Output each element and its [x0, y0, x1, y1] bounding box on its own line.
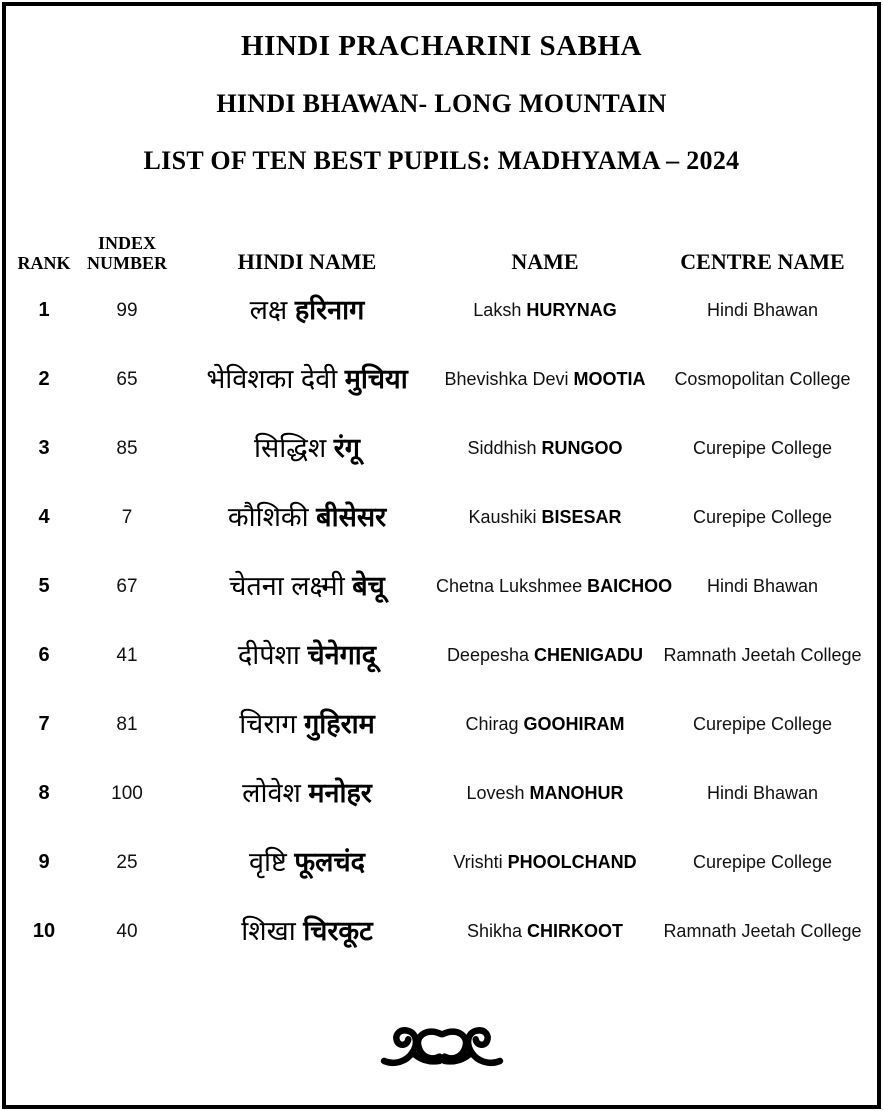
- column-header-centre-name: CENTRE NAME: [680, 248, 845, 274]
- surname: CHIRKOOT: [527, 921, 624, 942]
- column-header-index-number: [76, 233, 178, 274]
- table-row: [12, 690, 871, 759]
- centre-name-cell: Hindi Bhawan: [706, 783, 819, 804]
- index-number-cell: 85: [116, 437, 138, 459]
- index-number-cell: 65: [116, 368, 138, 390]
- surname: BISESAR: [541, 507, 622, 528]
- index-number-cell: 67: [116, 575, 138, 597]
- index-header-line1: INDEX: [97, 232, 156, 253]
- name-cell: [436, 714, 654, 735]
- hindi-given-name: शिखा: [241, 915, 296, 946]
- given-name: Chirag: [465, 714, 519, 735]
- table-row: [12, 828, 871, 897]
- hindi-surname: मुचिया: [344, 363, 408, 394]
- hindi-given-name: भेविशका देवी: [206, 363, 338, 394]
- index-number-cell: 40: [116, 920, 138, 942]
- surname: CHENIGADU: [534, 645, 644, 666]
- rank-cell: 1: [38, 299, 50, 321]
- hindi-given-name: दीपेशा: [237, 639, 300, 670]
- name-cell: [436, 300, 654, 321]
- surname: MOOTIA: [573, 369, 646, 390]
- given-name: Shikha: [466, 921, 523, 942]
- name-cell: [436, 576, 673, 597]
- hindi-surname: फूलचंद: [294, 846, 365, 877]
- given-name: Chetna Lukshmee: [436, 576, 583, 597]
- surname: BAICHOO: [587, 576, 673, 597]
- rank-cell: 8: [38, 782, 50, 804]
- rank-cell: 3: [38, 437, 50, 459]
- hindi-surname: मनोहर: [308, 777, 372, 808]
- hindi-surname: हरिनाग: [294, 294, 365, 325]
- index-number-cell: 99: [116, 299, 138, 321]
- rank-cell: 9: [38, 851, 50, 873]
- list-title: LIST OF TEN BEST PUPILS: MADHYAMA – 2024: [143, 146, 740, 175]
- table-row: [12, 897, 871, 966]
- name-cell: [436, 369, 654, 390]
- given-name: Siddhish: [467, 438, 537, 459]
- index-number-cell: 7: [121, 506, 133, 528]
- centre-name-cell: Hindi Bhawan: [706, 300, 819, 321]
- table-row: [12, 483, 871, 552]
- table-row: [12, 552, 871, 621]
- hindi-given-name: कौशिकी: [227, 501, 309, 532]
- surname: GOOHIRAM: [523, 714, 625, 735]
- hindi-name-cell: [178, 709, 436, 740]
- surname: HURYNAG: [526, 300, 617, 321]
- hindi-surname: गुहिराम: [304, 708, 375, 739]
- given-name: Laksh: [473, 300, 522, 321]
- index-number-cell: 100: [111, 782, 143, 804]
- hindi-name-cell: [178, 847, 436, 878]
- hindi-surname: रंगू: [333, 432, 360, 463]
- index-header-line2: NUMBER: [87, 253, 167, 274]
- hindi-surname: चिरकूट: [303, 915, 373, 946]
- hindi-given-name: लक्ष: [249, 294, 288, 325]
- document-page: [2, 2, 881, 1109]
- hindi-name-cell: [178, 364, 436, 395]
- document-header: [6, 6, 877, 176]
- document-footer: [6, 1022, 877, 1067]
- pupils-table: [6, 222, 877, 966]
- given-name: Bhevishka Devi: [444, 369, 569, 390]
- rank-cell: 7: [38, 713, 50, 735]
- index-number-cell: 25: [116, 851, 138, 873]
- name-cell: [436, 852, 654, 873]
- table-header-row: [12, 222, 871, 276]
- rank-cell: 5: [38, 575, 50, 597]
- rank-cell: 4: [38, 506, 50, 528]
- table-row: [12, 414, 871, 483]
- hindi-name-cell: [178, 778, 436, 809]
- branch-subtitle: HINDI BHAWAN- LONG MOUNTAIN: [216, 89, 667, 118]
- table-row: [12, 345, 871, 414]
- column-header-hindi-name: HINDI NAME: [237, 248, 377, 274]
- table-row: [12, 621, 871, 690]
- flourish-ornament-icon: [377, 1022, 507, 1067]
- table-row: [12, 276, 871, 345]
- table-row: [12, 759, 871, 828]
- centre-name-cell: Curepipe College: [692, 852, 833, 873]
- centre-name-cell: Curepipe College: [692, 438, 833, 459]
- hindi-given-name: चेतना लक्ष्मी: [229, 570, 345, 601]
- centre-name-cell: Ramnath Jeetah College: [663, 645, 862, 666]
- name-cell: [436, 783, 654, 804]
- rank-cell: 10: [32, 920, 56, 942]
- index-number-cell: 41: [116, 644, 138, 666]
- hindi-name-cell: [178, 295, 436, 326]
- name-cell: [436, 438, 654, 459]
- hindi-name-cell: [178, 916, 436, 947]
- centre-name-cell: Ramnath Jeetah College: [663, 921, 862, 942]
- column-header-rank: RANK: [17, 253, 71, 274]
- hindi-given-name: चिराग: [239, 708, 297, 739]
- hindi-name-cell: [178, 433, 436, 464]
- name-cell: [436, 921, 654, 942]
- column-header-name: NAME: [511, 248, 579, 274]
- hindi-name-cell: [178, 640, 436, 671]
- hindi-surname: चेनेगादू: [307, 639, 377, 670]
- hindi-given-name: वृष्टि: [249, 846, 287, 877]
- surname: RUNGOO: [541, 438, 623, 459]
- hindi-name-cell: [178, 571, 436, 602]
- centre-name-cell: Curepipe College: [692, 714, 833, 735]
- rank-cell: 2: [38, 368, 50, 390]
- surname: MANOHUR: [529, 783, 624, 804]
- surname: PHOOLCHAND: [507, 852, 637, 873]
- centre-name-cell: Hindi Bhawan: [706, 576, 819, 597]
- name-cell: [436, 507, 654, 528]
- name-cell: [436, 645, 654, 666]
- given-name: Kaushiki: [468, 507, 537, 528]
- organisation-title: HINDI PRACHARINI SABHA: [241, 30, 642, 62]
- index-number-cell: 81: [116, 713, 138, 735]
- centre-name-cell: Cosmopolitan College: [674, 369, 851, 390]
- centre-name-cell: Curepipe College: [692, 507, 833, 528]
- rank-cell: 6: [38, 644, 50, 666]
- given-name: Deepesha: [446, 645, 530, 666]
- hindi-given-name: लोवेश: [242, 777, 301, 808]
- hindi-surname: बेचू: [352, 570, 385, 601]
- hindi-surname: बीसेसर: [316, 501, 387, 532]
- given-name: Vrishti: [453, 852, 503, 873]
- hindi-name-cell: [178, 502, 436, 533]
- given-name: Lovesh: [466, 783, 525, 804]
- hindi-given-name: सिद्धिश: [254, 432, 327, 463]
